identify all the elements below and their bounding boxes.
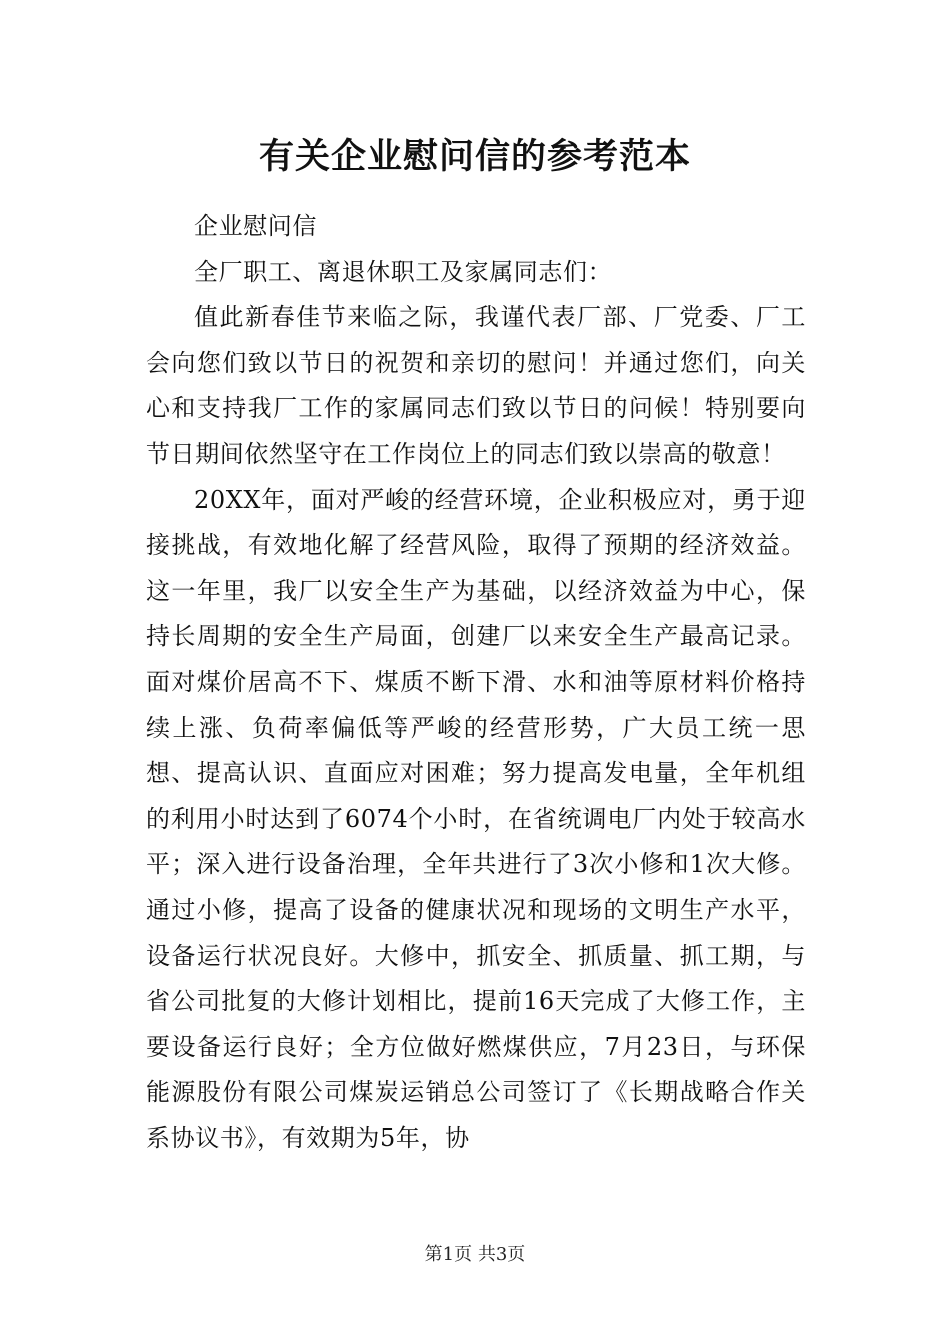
paragraph-salutation: 全厂职工、离退休职工及家属同志们：	[194, 257, 613, 286]
paragraph-heading: 企业慰问信	[194, 212, 317, 240]
page-footer: 第1页 共3页	[424, 1244, 526, 1265]
document-title: 有关企业慰问信的参考范本	[258, 136, 691, 177]
paragraph-greeting: 值此新春佳节来临之际，我谨代表厂部、厂党委、厂工会向您们致以节日的祝贺和亲切的慰问！并通过您们，向关心和支持我厂工作的家属同志们致以节日的问候！特别要向节日期间依然坚守在工作岗位上的同志们致以崇高的敬意！	[146, 303, 806, 468]
document-body	[146, 204, 806, 1161]
paragraph-review: 20XX年，面对严峻的经营环境，企业积极应对，勇于迎接挑战，有效地化解了经营风险，取得了预期的经济效益。这一年里，我厂以安全生产为基础，以经济效益为中心，保持长周期的安全生产局面，创建厂以来安全生产最高记录。面对煤价居高不下、煤质不断下滑、水和油等原材料价格持续上涨、负荷率偏低等严峻的经营形势，广大员工统一思想、提高认识、直面应对困难；努力提高发电量，全年机组的利用小时达到了6074个小时，在省统调电厂内处于较高水平；深入进行设备治理，全年共进行了3次小修和1次大修。通过小修，提高了设备的健康状况和现场的文明生产水平，设备运行状况良好。大修中，抓安全、抓质量、抓工期，与省公司批复的大修计划相比，提前16天完成了大修工作，主要设备运行良好；全方位做好燃煤供应，7月23日，与环保能源股份有限公司煤炭运销总公司签订了《长期战略合作关系协议书》，有效期为5年，协	[146, 485, 806, 1152]
